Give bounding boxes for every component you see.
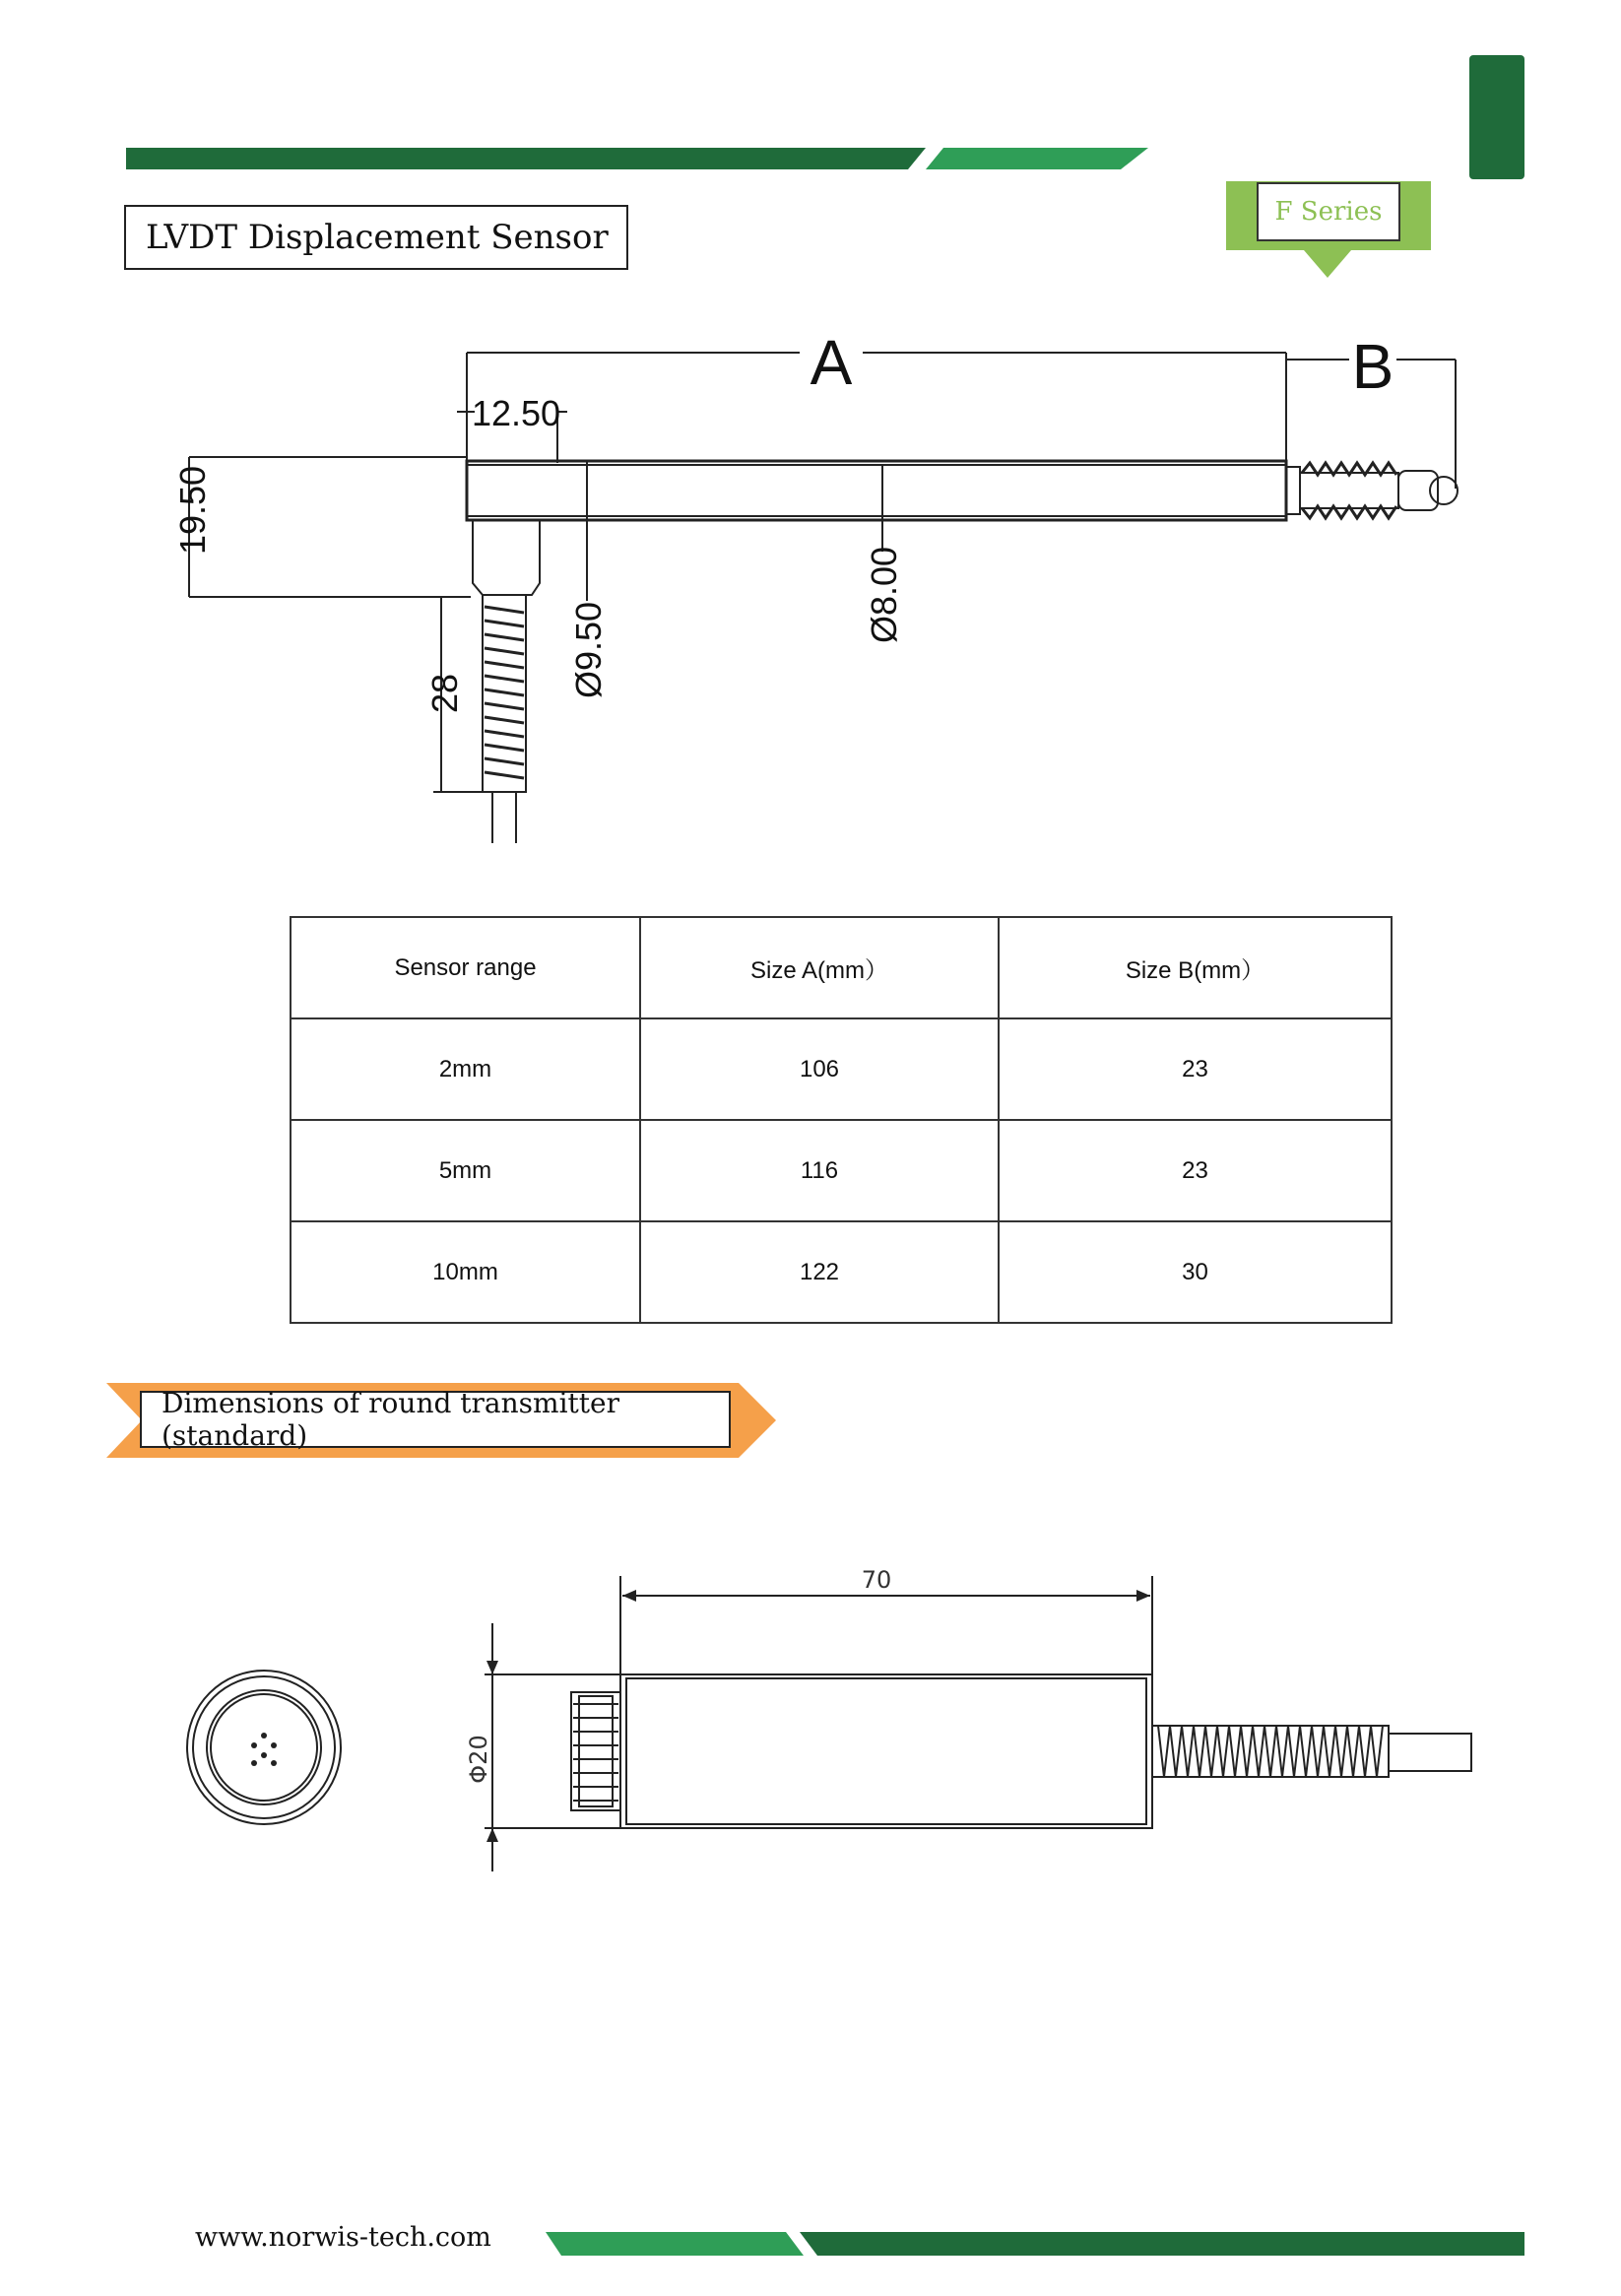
series-badge: F Series	[1257, 182, 1400, 241]
table-header-cell: Sensor range	[291, 917, 640, 1018]
table-cell: 30	[999, 1221, 1392, 1323]
footer-url: www.norwis-tech.com	[195, 2222, 491, 2253]
table-cell: 122	[640, 1221, 999, 1323]
table-cell: 2mm	[291, 1018, 640, 1120]
dim-label-b: B	[1351, 331, 1394, 402]
section-title: Dimensions of round transmitter (standard)	[140, 1391, 731, 1448]
table-header-cell: Size B(mm）	[999, 917, 1392, 1018]
table-row	[291, 1221, 1392, 1323]
table-cell: 106	[640, 1018, 999, 1120]
dim-12-50: 12.50	[471, 393, 561, 433]
size-table	[290, 916, 1393, 1324]
table-cell: 23	[999, 1120, 1392, 1221]
dim-19-50: 19.50	[172, 465, 213, 556]
dim-28: 28	[424, 673, 465, 714]
table-header-row	[291, 917, 1392, 1018]
dim-70: 70	[861, 1566, 892, 1594]
table-row	[291, 1018, 1392, 1120]
page-title: LVDT Displacement Sensor	[124, 205, 628, 270]
table-row	[291, 1120, 1392, 1221]
table-cell: 5mm	[291, 1120, 640, 1221]
dim-d20: Φ20	[465, 1735, 492, 1784]
table-cell: 116	[640, 1120, 999, 1221]
round-transmitter-drawing	[177, 1556, 1487, 1891]
down-arrow-icon	[1304, 250, 1351, 278]
lvdt-sensor-drawing	[158, 305, 1507, 857]
dim-d9-50: Ø9.50	[568, 601, 609, 699]
footer-stripe	[532, 2226, 1536, 2265]
table-cell: 23	[999, 1018, 1392, 1120]
dim-d8-00: Ø8.00	[864, 546, 904, 644]
table-cell: 10mm	[291, 1221, 640, 1323]
dim-label-a: A	[810, 327, 853, 398]
header-stripe	[0, 0, 1621, 197]
table-header-cell: Size A(mm）	[640, 917, 999, 1018]
